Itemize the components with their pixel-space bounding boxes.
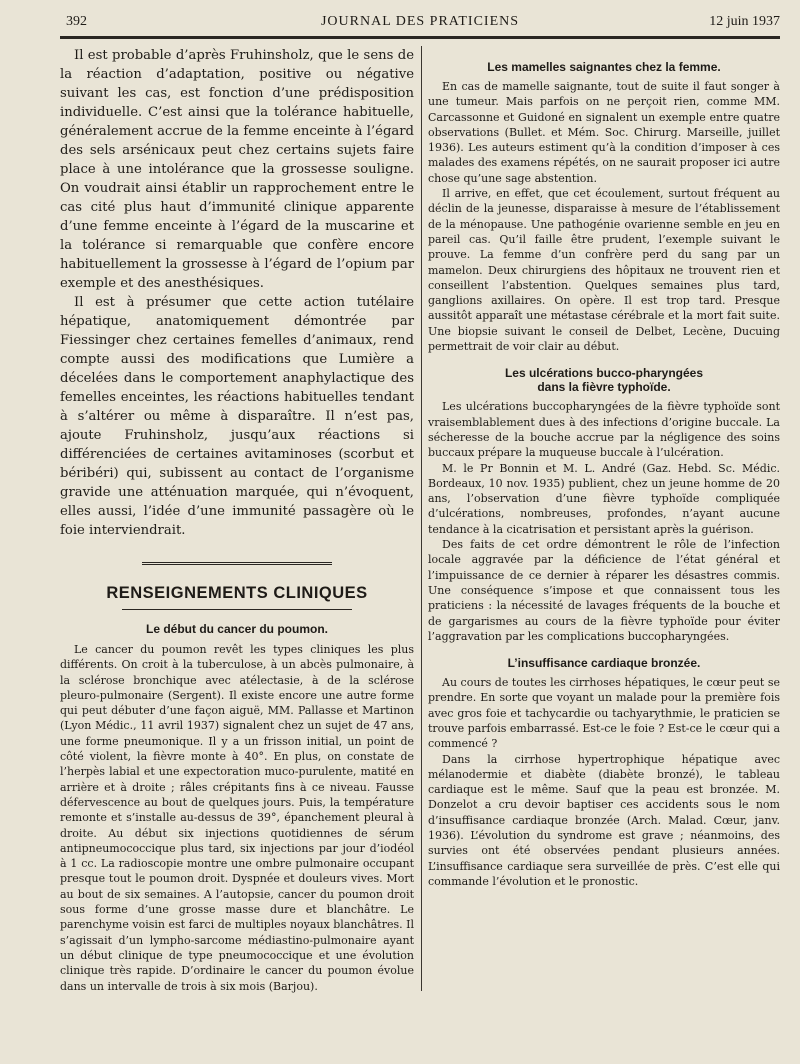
article-title-ulcerations [428, 366, 780, 394]
article-title-ulcerations-line2: dans la fièvre typhoïde. [537, 380, 671, 395]
paragraph-insuffisance-1: Au cours de toutes les cirrhoses hépatiques, le cœur peut se prendre. En sorte que voyant un malade pour la première fois avec gros foie et tachycardie ou tachyarythmie, le praticien se trouve parfois embarrassé. Est-ce le foie ? Est-ce le cœur qui a commencé ? [428, 676, 780, 751]
paragraph-cancer-poumon: Le cancer du poumon revêt les types cliniques les plus différents. On croit à la tuberculose, à un abcès pulmonaire, à la sclérose bronchique avec atélectasie, à de la sclérose pleuro-pulmonaire (Sergent). Il existe encore une autre forme qui peut débuter d’une façon aiguë, MM. Pallasse et Martinon (Lyon Médic., 11 avril 1937) signalent chez un sujet de 47 ans, une forme pneumonique. Il y a un frisson initial, un point de côté violent, la fièvre monte à 40°. En plus, on constate de l’herpès labial et une expectoration muco-purulente, matité en arrière et à droite ; râles crépitants fins à ce niveau. Fausse défervescence au bout de quelques jours. Puis, la température remonte et s’installe au-dessus de 39°, épanchement pleural à droite. Au début six injections quotidiennes de sérum antipneumococcique plus tard, six injections par jour d’iodéol à 1 cc. La radioscopie montre une ombre pulmonaire occupant presque tout le poumon droit. Dyspnée et douleurs vives. Mort au bout de six semaines. A l’autopsie, cancer du poumon droit sous forme d’une grosse masse dure et blanchâtre. Le parenchyme voisin est farci de multiples noyaux blanchâtres. Il s’agissait d’un lympho-sarcome médiastino-pulmonaire ayant un début clinique de type pneumococcique et une évolution clinique très rapide. D’ordinaire le cancer du poumon évolue dans un intervalle de trois à six mois (Barjou). [60, 643, 414, 993]
section-title-underline [122, 609, 352, 610]
paragraph-mamelles-2: Il arrive, en effet, que cet écoulement, surtout fréquent au déclin de la jeunesse, disparaisse à mesure de l’établissement de la ménopause. Une pathogénie ovarienne semble en jeu en pareil cas. Qu’il faille être prudent, l’exemple suivant le prouve. La femme d’un confrère perd du sang par un mamelon. Deux chirurgiens des hôpitaux ne trouvent rien et conseillent l’abstention. Quelques semaines plus tard, ganglions axillaires. On opère. Il est trop tard. Presque aussitôt apparaît une métastase cérébrale et la mort fait suite. Une biopsie suivant le conseil de Delbet, Lecène, Ducuing permettrait de voir clair au début. [428, 187, 780, 354]
paragraph-mamelles-1: En cas de mamelle saignante, tout de suite il faut songer à une tumeur. Mais parfois on ne perçoit rien, comme MM. Carcassonne et Guidoné en signalent un exemple entre quatre observations (Bullet. et Mém. Soc. Chirurg. Marseille, juillet 1936). Les auteurs estiment qu’à la condition d’imposer à ces malades des examens répétés, on ne saurait proposer ici autre chose qu’une sage abstention. [428, 80, 780, 185]
page-number: 392 [66, 14, 87, 29]
right-column [428, 46, 780, 889]
section-divider [142, 562, 332, 568]
left-column [60, 46, 414, 994]
paragraph-fruhinsholz: Il est probable d’après Fruhinsholz, que le sens de la réaction d’adaptation, positive ou négative suivant les cas, est fonction d’une prédisposition individuelle. C’est ainsi que la tolérance habituelle, généralement accrue de la femme enceinte à l’égard des sels arsénicaux peut chez certains sujets faire place à une intolérance que la grossesse souligne. On voudrait ainsi établir un rapprochement entre le cas cité plus haut d’immunité clinique apparente d’une femme enceinte à l’égard de la muscarine et la tolérance si remarquable que confère encore habituellement la grossesse à l’égard de l’opium par exemple et des anesthésiques. [60, 48, 414, 291]
column-divider [421, 46, 422, 991]
article-title-mamelles: Les mamelles saignantes chez la femme. [487, 60, 721, 74]
article-title-insuffisance: L’insuffisance cardiaque bronzée. [507, 656, 701, 671]
section-title: RENSEIGNEMENTS CLINIQUES [106, 584, 368, 602]
paragraph-action-hepatique: Il est à présumer que cette action tutélaire hépatique, anatomiquement démontrée par Fiessinger chez certaines femelles d’animaux, rend compte aussi des modifications que Lumière a décelées dans le comportement anaphylactique des femelles enceintes, les réactions habituelles tendant à s’altérer ou même à disparaître. Il n’est pas, ajoute Fruhinsholz, jusqu’aux réactions si différenciées de certaines avitaminoses (scorbut et béribéri) qui, subissent au contact de l’organisme gravide une atténuation marquée, qui n’évoquent, elles aussi, l’idée d’une immunité passagère où le foie interviendrait. [60, 295, 414, 538]
journal-title: JOURNAL DES PRATICIENS [320, 14, 520, 29]
article-title-ulcerations-line1: Les ulcérations bucco-pharyngées [504, 366, 704, 381]
running-header [60, 14, 780, 39]
issue-date: 12 juin 1937 [709, 14, 780, 29]
paragraph-insuffisance-2: Dans la cirrhose hypertrophique hépatique avec mélanodermie et diabète (diabète bronzé), le tableau cardiaque est le même. Sauf que la peau est bronzée. M. Donzelot a cru devoir baptiser ces accidents sous le nom d’insuffisance cardiaque bronzée (Arch. Malad. Cœur, janv. 1936). L’évolution du syndrome est grave ; néanmoins, des survies ont été observées pendant plusieurs années. L’insuffisance cardiaque sera surveillée de près. C’est elle qui commande l’évolution et le pronostic. [428, 752, 780, 888]
article-title-cancer-poumon: Le début du cancer du poumon. [145, 622, 328, 636]
paragraph-ulcerations-3: Des faits de cet ordre démontrent le rôle de l’infection locale aggravée par la déficience de l’état général et l’impuissance de ce dernier à réparer les désastres commis. Une conséquence s’impose et que connaissent tous les praticiens : la nécessité de lavages fréquents de la bouche et de gargarismes au cours de la fièvre typhoïde pour éviter l’aggravation par les complications buccopharyngées. [428, 538, 780, 643]
paragraph-ulcerations-2: M. le Pr Bonnin et M. L. André (Gaz. Hebd. Sc. Médic. Bordeaux, 10 nov. 1935) publient, chez un jeune homme de 20 ans, l’observation d’une fièvre typhoïde compliquée d’ulcérations, nombreuses, profondes, n’ayant aucune tendance à la cicatrisation et persistant après la guérison. [428, 461, 780, 536]
paragraph-ulcerations-1: Les ulcérations buccopharyngées de la fièvre typhoïde sont vraisemblablement dues à des infections d’origine buccale. La sécheresse de la bouche accrue par la négligence des soins buccaux prépare la muqueuse buccale à l’ulcération. [428, 400, 780, 460]
